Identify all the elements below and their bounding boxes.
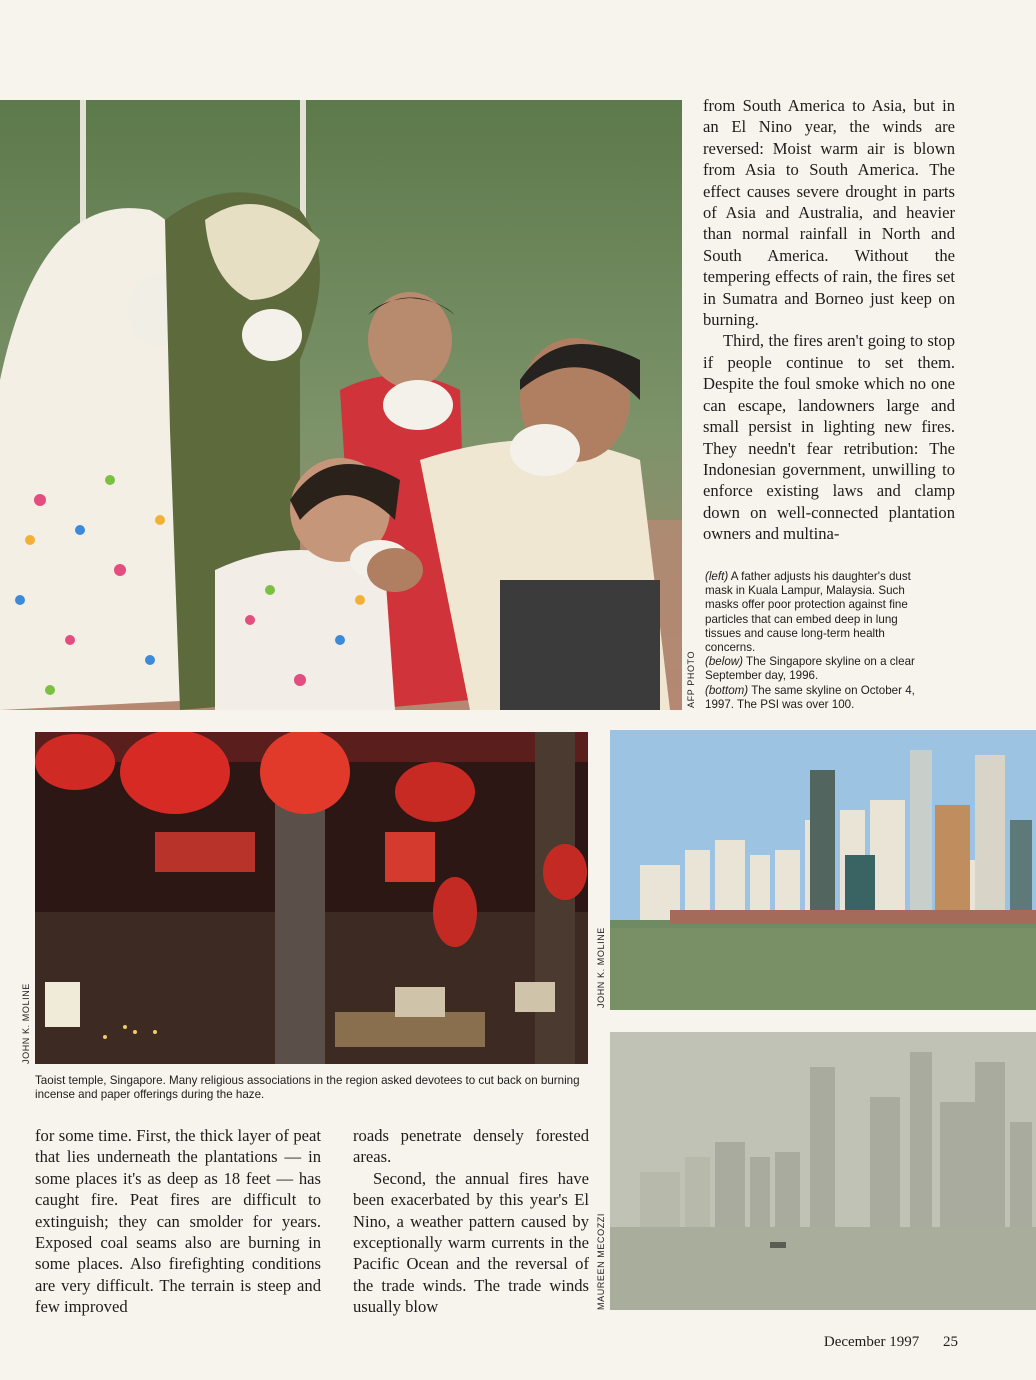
photo-credit-clear-skyline: JOHN K. MOLINE [596, 927, 606, 1008]
photo-caption-group [705, 570, 925, 712]
caption-below: (below) The Singapore skyline on a clear September day, 1996. [705, 655, 915, 683]
singapore-skyline-haze-photo [610, 1032, 1036, 1310]
temple-caption: Taoist temple, Singapore. Many religious associations in the region asked devotees to cut back on burning incense and paper offerings during the haze. [35, 1074, 580, 1102]
paragraph: roads penetrate densely forested areas. [353, 1126, 589, 1167]
issue-date: December 1997 [823, 1334, 920, 1350]
paragraph: for some time. First, the thick layer of peat that lies underneath the plantations — in some places it's as deep as 18 feet — has caught fire. Peat fires are difficult to extinguish; they can smolder for years. Exposed coal seams also are burning in some places. Also firefighting conditions are very difficult. The terrain is steep and few improved [35, 1126, 321, 1317]
photo-credit-afp: AFP PHOTO [686, 650, 696, 708]
page-number: 25 [943, 1334, 958, 1350]
photo-credit-haze-skyline: MAUREEN MECOZZI [596, 1212, 606, 1310]
article-column-right [703, 95, 955, 545]
caption-left: (left) A father adjusts his daughter's dust mask in Kuala Lampur, Malaysia. Such masks offer poor protection against fine particles that can embed deep in lung tissues and cause long-term health concerns. [705, 570, 911, 655]
paragraph: Second, the annual fires have been exacerbated by this year's El Nino, a weather pattern caused by exceptionally warm currents in the Pacific Ocean and the reversal of the trade winds. The trade winds usually blow [353, 1168, 589, 1317]
article-column-middle [353, 1125, 589, 1318]
family-dust-mask-photo [0, 100, 682, 710]
paragraph: Third, the fires aren't going to stop if people continue to set them. Despite the foul smoke which no one can escape, landowners large and small persist in lighting new fires. They needn't fear retribution: The Indonesian government, unwilling to enforce existing laws and clamp down on well-connected plantation owners and multina- [703, 331, 955, 544]
caption-bottom: (bottom) The same skyline on October 4, 1997. The PSI was over 100. [705, 683, 915, 711]
photo-credit-temple: JOHN K. MOLINE [21, 983, 31, 1064]
paragraph: from South America to Asia, but in an El Nino year, the winds are reversed: Moist warm air is blown from Asia to South America. The effect causes severe drought in parts of Asia and Australia, and heavier than normal rainfall in North and South America. Without the tempering effects of rain, the fires set in Sumatra and Borneo just keep on burning. [703, 96, 955, 330]
singapore-skyline-clear-photo [610, 730, 1036, 1010]
page-footer [804, 1334, 958, 1351]
taoist-temple-photo [35, 732, 588, 1064]
article-column-left [35, 1125, 321, 1318]
